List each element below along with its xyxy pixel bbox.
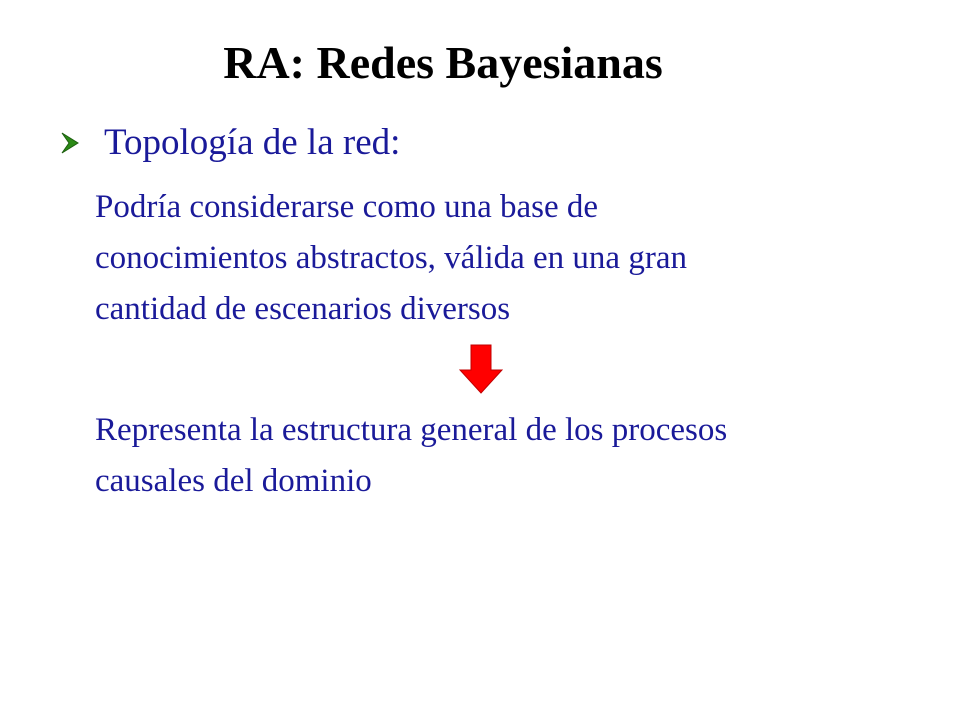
slide-title: RA: Redes Bayesianas	[223, 37, 663, 88]
down-arrow-icon	[459, 344, 503, 394]
arrow-bullet-icon	[60, 131, 80, 155]
bullet-item	[60, 118, 400, 168]
bullet-heading: Topología de la red:	[104, 122, 401, 163]
paragraph-line: Representa la estructura general de los procesos	[95, 412, 728, 448]
paragraph-knowledge-base	[95, 182, 687, 335]
paragraph-causal-structure	[95, 405, 727, 507]
paragraph-line: Podría considerarse como una base de	[95, 189, 599, 225]
paragraph-line: causales del dominio	[95, 463, 372, 499]
paragraph-line: cantidad de escenarios diversos	[95, 291, 511, 327]
paragraph-line: conocimientos abstractos, válida en una gran	[95, 240, 687, 276]
